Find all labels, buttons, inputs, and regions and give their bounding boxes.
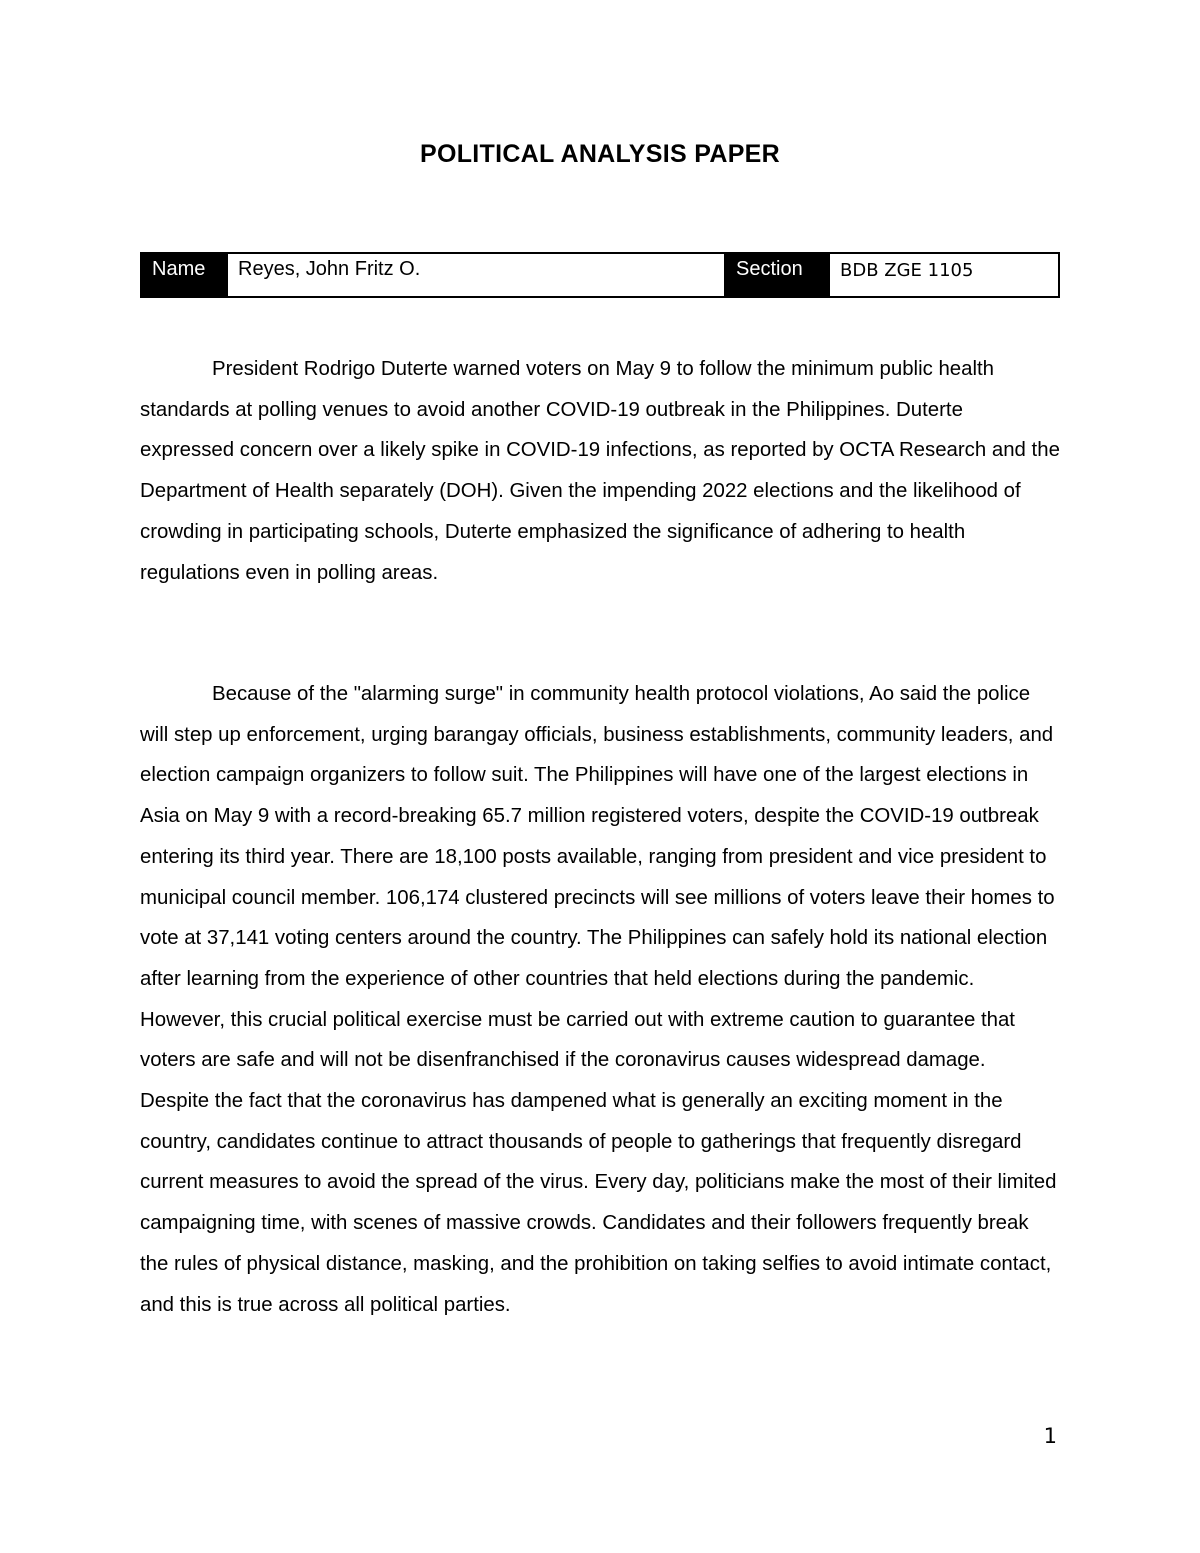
page-number: 1 [1043,1424,1057,1448]
paragraph-text: Because of the "alarming surge" in community health protocol violations, Ao said the police will step up enforcement, urging barangay officials, business establishments, community leaders, and election campaign organizers to follow suit. The Philippines will have one of the largest elections in Asia on May 9 with a record-breaking 65.7 million registered voters, despite the COVID-19 outbreak entering its third year. There are 18,100 posts available, ranging from president and vice president to municipal council member. 106,174 clustered precincts will see millions of voters leave their homes to vote at 37,141 voting centers around the country. The Philippines can safely hold its national election after learning from the experience of other countries that held elections during the pandemic. However, this crucial political exercise must be carried out with extreme caution to guarantee that voters are safe and will not be disenfranchised if the coronavirus causes widespread damage. Despite the fact that the coronavirus has dampened what is generally an exciting moment in the country, candidates continue to attract thousands of people to gatherings that frequently disregard current measures to avoid the spread of the virus. Every day, politicians make the most of their limited campaigning time, with scenes of massive crowds. Candidates and their followers frequently break the rules of physical distance, masking, and the prohibition on taking selfies to avoid intimate contact, and this is true across all political parties. [140,683,1057,1316]
paragraph-text: President Rodrigo Duterte warned voters on May 9 to follow the minimum public health standards at polling venues to avoid another COVID-19 outbreak in the Philippines. Duterte expressed concern over a likely spike in COVID-19 infections, as reported by OCTA Research and the Department of Health separately (DOH). Given the impending 2022 elections and the likelihood of crowding in participating schools, Duterte emphasized the significance of adhering to health regulations even in polling areas. [140,358,1060,584]
student-info-table [140,252,1060,298]
page-title: POLITICAL ANALYSIS PAPER [419,140,781,168]
name-label: Name [142,254,228,296]
name-value: Reyes, John Fritz O. [228,254,726,296]
section-value: BDB ZGE 1105 [840,260,974,281]
body-paragraph-1 [140,349,1060,593]
section-label: Section [726,254,830,296]
body-paragraph-2 [140,674,1060,1325]
